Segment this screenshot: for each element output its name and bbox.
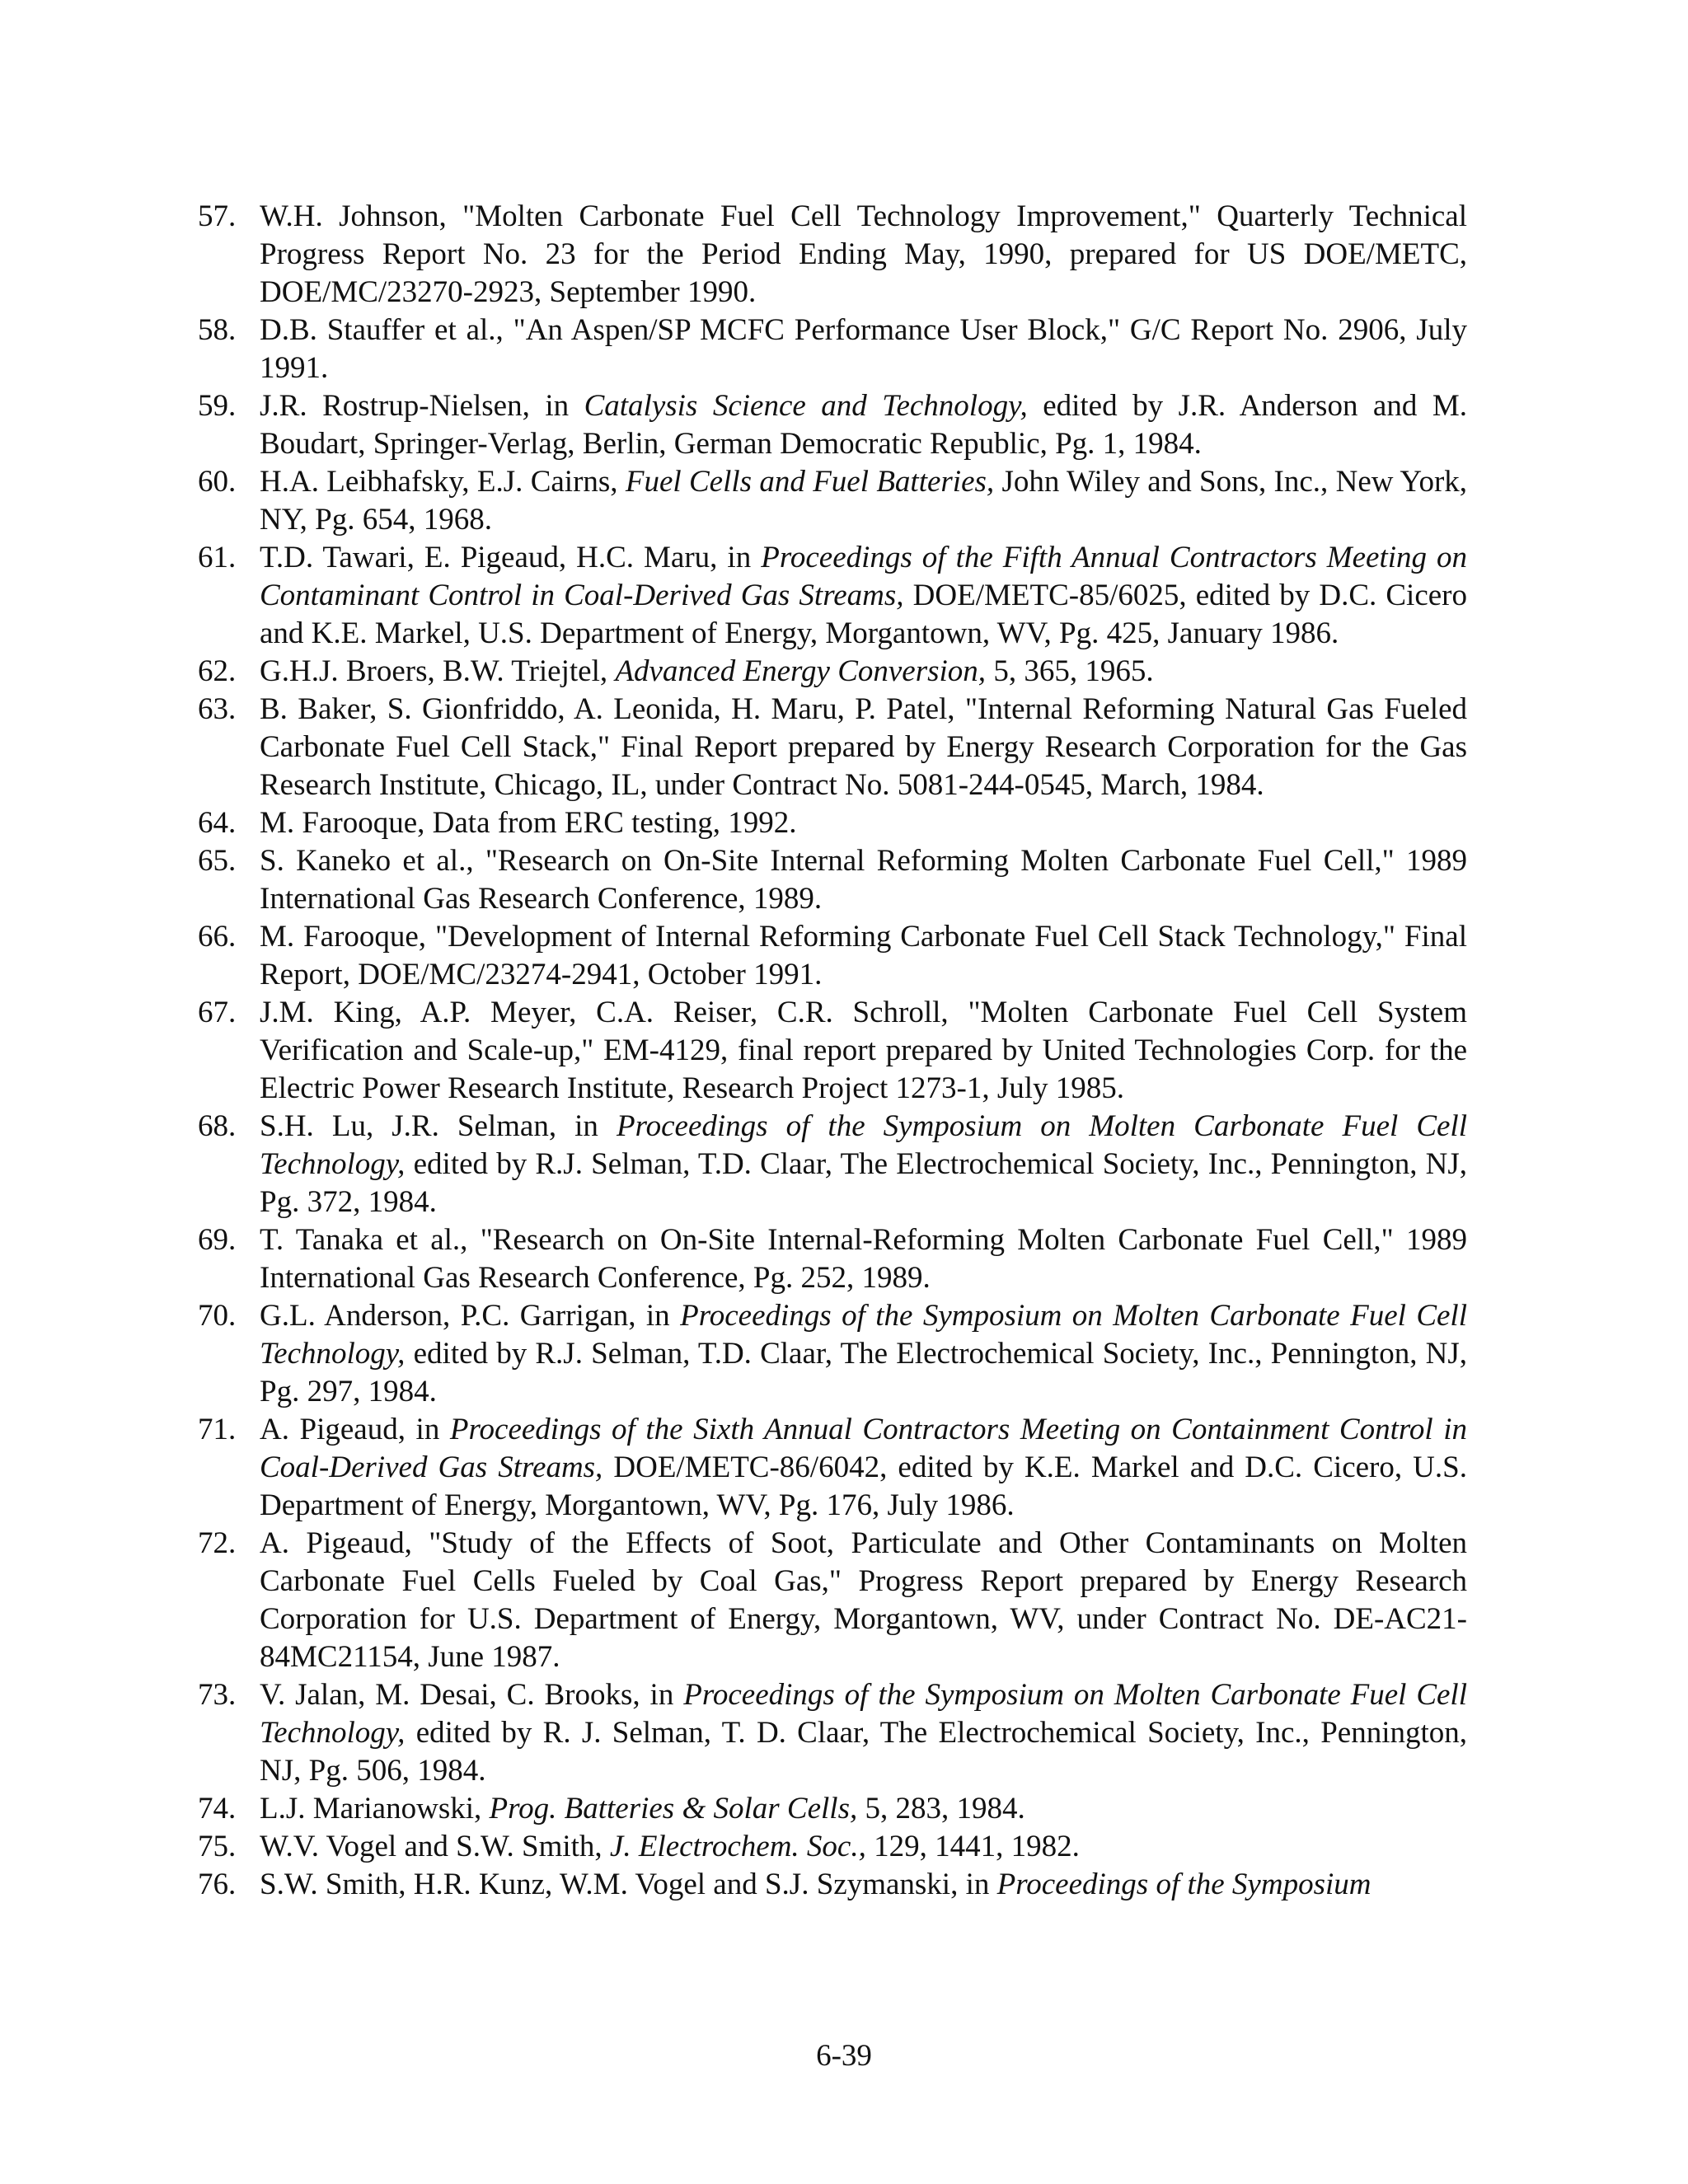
reference-item xyxy=(198,994,1467,1108)
reference-title: Prog. Batteries & Solar Cells, xyxy=(489,1792,858,1825)
reference-segment: W.H. Johnson, "Molten Carbonate Fuel Cell Technology Improvement," Quarterly Technical Progress Report No. 23 for the Period Ending May, 1990, prepared for US DOE/METC, DOE/MC/23270-2923, September 1990. xyxy=(260,199,1467,309)
reference-segment: M. Farooque, Data from ERC testing, 1992. xyxy=(260,806,797,840)
reference-text xyxy=(260,541,1467,650)
reference-item xyxy=(198,539,1467,653)
reference-segment: L.J. Marianowski, xyxy=(260,1792,490,1825)
reference-number: 71. xyxy=(198,1413,237,1446)
reference-item xyxy=(198,1221,1467,1297)
reference-text xyxy=(260,313,1467,385)
reference-item xyxy=(198,312,1467,387)
reference-segment: G.L. Anderson, P.C. Garrigan, in xyxy=(260,1299,681,1333)
reference-segment: John Wiley and Sons, Inc., New York, NY, Pg. 654, 1968. xyxy=(260,465,1468,537)
reference-text xyxy=(260,806,797,840)
reference-text xyxy=(260,1868,1371,1901)
reference-segment: T. Tanaka et al., "Research on On-Site Internal-Reforming Molten Carbonate Fuel Cell," 1989 International Gas Research Conference, Pg. 252, 1989. xyxy=(260,1223,1467,1295)
reference-segment: H.A. Leibhafsky, E.J. Cairns, xyxy=(260,465,626,499)
reference-title: Proceedings of the Fifth Annual Contractors Meeting on Contaminant Control in Coal-Derived Gas Streams, xyxy=(260,541,1468,612)
reference-item xyxy=(198,198,1467,312)
reference-text xyxy=(260,389,1467,461)
reference-text xyxy=(260,199,1467,309)
reference-item xyxy=(198,1108,1467,1221)
reference-segment: W.V. Vogel and S.W. Smith, xyxy=(260,1830,610,1863)
reference-text xyxy=(260,1223,1467,1295)
reference-segment: 5, 283, 1984. xyxy=(857,1792,1025,1825)
reference-item xyxy=(198,653,1467,691)
reference-segment: DOE/METC-86/6042, edited by K.E. Markel and D.C. Cicero, U.S. Department of Energy, Morgantown, WV, Pg. 176, July 1986. xyxy=(260,1451,1467,1522)
reference-segment: V. Jalan, M. Desai, C. Brooks, in xyxy=(260,1678,684,1712)
reference-segment: edited by J.R. Anderson and M. Boudart, Springer-Verlag, Berlin, German Democratic Republic, Pg. 1, 1984. xyxy=(260,389,1467,461)
reference-number: 69. xyxy=(198,1223,237,1257)
reference-item xyxy=(198,804,1467,842)
page-number: 6-39 xyxy=(816,2039,872,2073)
reference-segment: S.H. Lu, J.R. Selman, in xyxy=(260,1109,617,1143)
reference-segment: S. Kaneko et al., "Research on On-Site Internal Reforming Molten Carbonate Fuel Cell," 1989 International Gas Research Conference, 1989. xyxy=(260,844,1467,916)
reference-segment: M. Farooque, "Development of Internal Reforming Carbonate Fuel Cell Stack Technology," Final Report, DOE/MC/23274-2941, October 1991. xyxy=(260,920,1467,991)
reference-title: Proceedings of the Symposium on Molten Carbonate Fuel Cell Technology, xyxy=(260,1109,1467,1181)
reference-list xyxy=(198,198,1467,1904)
reference-item xyxy=(198,387,1467,463)
reference-text xyxy=(260,1526,1467,1674)
reference-number: 73. xyxy=(198,1678,237,1712)
reference-segment: J.R. Rostrup-Nielsen, in xyxy=(260,389,584,423)
reference-title: Catalysis Science and Technology, xyxy=(584,389,1028,423)
reference-title: Proceedings of the Symposium on Molten Carbonate Fuel Cell Technology, xyxy=(260,1299,1467,1371)
reference-item xyxy=(198,1790,1467,1828)
reference-segment: A. Pigeaud, "Study of the Effects of Soot, Particulate and Other Contaminants on Molten Carbonate Fuel Cells Fueled by Coal Gas," Progress Report prepared by Energy Research Corporation for U.S. Department of Energy, Morgantown, WV, under Contract No. DE-AC21-84MC21154, June 1987. xyxy=(260,1526,1467,1674)
reference-item xyxy=(198,691,1467,804)
reference-text xyxy=(260,1109,1467,1219)
reference-text xyxy=(260,1830,1080,1863)
reference-number: 57. xyxy=(198,199,237,233)
reference-number: 75. xyxy=(198,1830,237,1863)
reference-item xyxy=(198,1828,1467,1866)
reference-text xyxy=(260,1299,1467,1408)
reference-number: 62. xyxy=(198,654,237,688)
reference-number: 70. xyxy=(198,1299,237,1333)
reference-number: 66. xyxy=(198,920,237,954)
reference-title: Proceedings of the Symposium xyxy=(996,1868,1372,1901)
reference-text xyxy=(260,654,1154,688)
reference-number: 76. xyxy=(198,1868,237,1901)
reference-segment: D.B. Stauffer et al., "An Aspen/SP MCFC Performance User Block," G/C Report No. 2906, July 1991. xyxy=(260,313,1467,385)
reference-segment: J.M. King, A.P. Meyer, C.A. Reiser, C.R. Schroll, "Molten Carbonate Fuel Cell System Verification and Scale-up," EM-4129, final report prepared by United Technologies Corp. for the Electric Power Research Institute, Research Project 1273-1, July 1985. xyxy=(260,996,1467,1105)
reference-number: 64. xyxy=(198,806,237,840)
reference-text xyxy=(260,1792,1025,1825)
reference-title: Fuel Cells and Fuel Batteries, xyxy=(625,465,995,499)
reference-segment: A. Pigeaud, in xyxy=(260,1413,450,1446)
reference-segment: edited by R.J. Selman, T.D. Claar, The Electrochemical Society, Inc., Pennington, NJ, Pg. 297, 1984. xyxy=(260,1337,1467,1408)
reference-number: 72. xyxy=(198,1526,237,1560)
reference-number: 67. xyxy=(198,996,237,1029)
reference-text xyxy=(260,1678,1467,1788)
reference-number: 60. xyxy=(198,465,237,499)
reference-number: 58. xyxy=(198,313,237,347)
reference-item xyxy=(198,842,1467,918)
reference-text xyxy=(260,996,1467,1105)
reference-text xyxy=(260,1413,1467,1522)
reference-item xyxy=(198,1676,1467,1790)
reference-text xyxy=(260,465,1467,537)
reference-segment: edited by R.J. Selman, T.D. Claar, The Electrochemical Society, Inc., Pennington, NJ, Pg. 372, 1984. xyxy=(260,1147,1467,1219)
reference-number: 74. xyxy=(198,1792,237,1825)
reference-text xyxy=(260,920,1467,991)
reference-title: J. Electrochem. Soc., xyxy=(609,1830,866,1863)
reference-segment: 129, 1441, 1982. xyxy=(865,1830,1080,1863)
reference-segment: G.H.J. Broers, B.W. Triejtel, xyxy=(260,654,616,688)
reference-text xyxy=(260,692,1467,802)
reference-item xyxy=(198,1297,1467,1411)
reference-segment: edited by R. J. Selman, T. D. Claar, The Electrochemical Society, Inc., Pennington, NJ, Pg. 506, 1984. xyxy=(260,1716,1467,1788)
reference-number: 63. xyxy=(198,692,237,726)
reference-segment: DOE/METC-85/6025, edited by D.C. Cicero and K.E. Markel, U.S. Department of Energy, Morgantown, WV, Pg. 425, January 1986. xyxy=(260,579,1467,650)
reference-number: 68. xyxy=(198,1109,237,1143)
reference-segment: 5, 365, 1965. xyxy=(986,654,1154,688)
reference-item xyxy=(198,463,1467,539)
reference-number: 65. xyxy=(198,844,237,878)
reference-item xyxy=(198,1866,1467,1904)
reference-number: 59. xyxy=(198,389,237,423)
reference-text xyxy=(260,844,1467,916)
reference-number: 61. xyxy=(198,541,237,574)
reference-segment: B. Baker, S. Gionfriddo, A. Leonida, H. Maru, P. Patel, "Internal Reforming Natural Gas Fueled Carbonate Fuel Cell Stack," Final Report prepared by Energy Research Corporation for the Gas Research Institute, Chicago, IL, under Contract No. 5081-244-0545, March, 1984. xyxy=(260,692,1467,802)
reference-segment: S.W. Smith, H.R. Kunz, W.M. Vogel and S.J. Szymanski, in xyxy=(260,1868,997,1901)
reference-item xyxy=(198,1525,1467,1676)
reference-title: Proceedings of the Symposium on Molten Carbonate Fuel Cell Technology, xyxy=(260,1678,1467,1750)
reference-title: Advanced Energy Conversion, xyxy=(615,654,987,688)
reference-segment: T.D. Tawari, E. Pigeaud, H.C. Maru, in xyxy=(260,541,762,574)
reference-item xyxy=(198,918,1467,994)
reference-item xyxy=(198,1411,1467,1525)
reference-title: Proceedings of the Sixth Annual Contractors Meeting on Containment Control in Coal-Derived Gas Streams, xyxy=(260,1413,1468,1484)
